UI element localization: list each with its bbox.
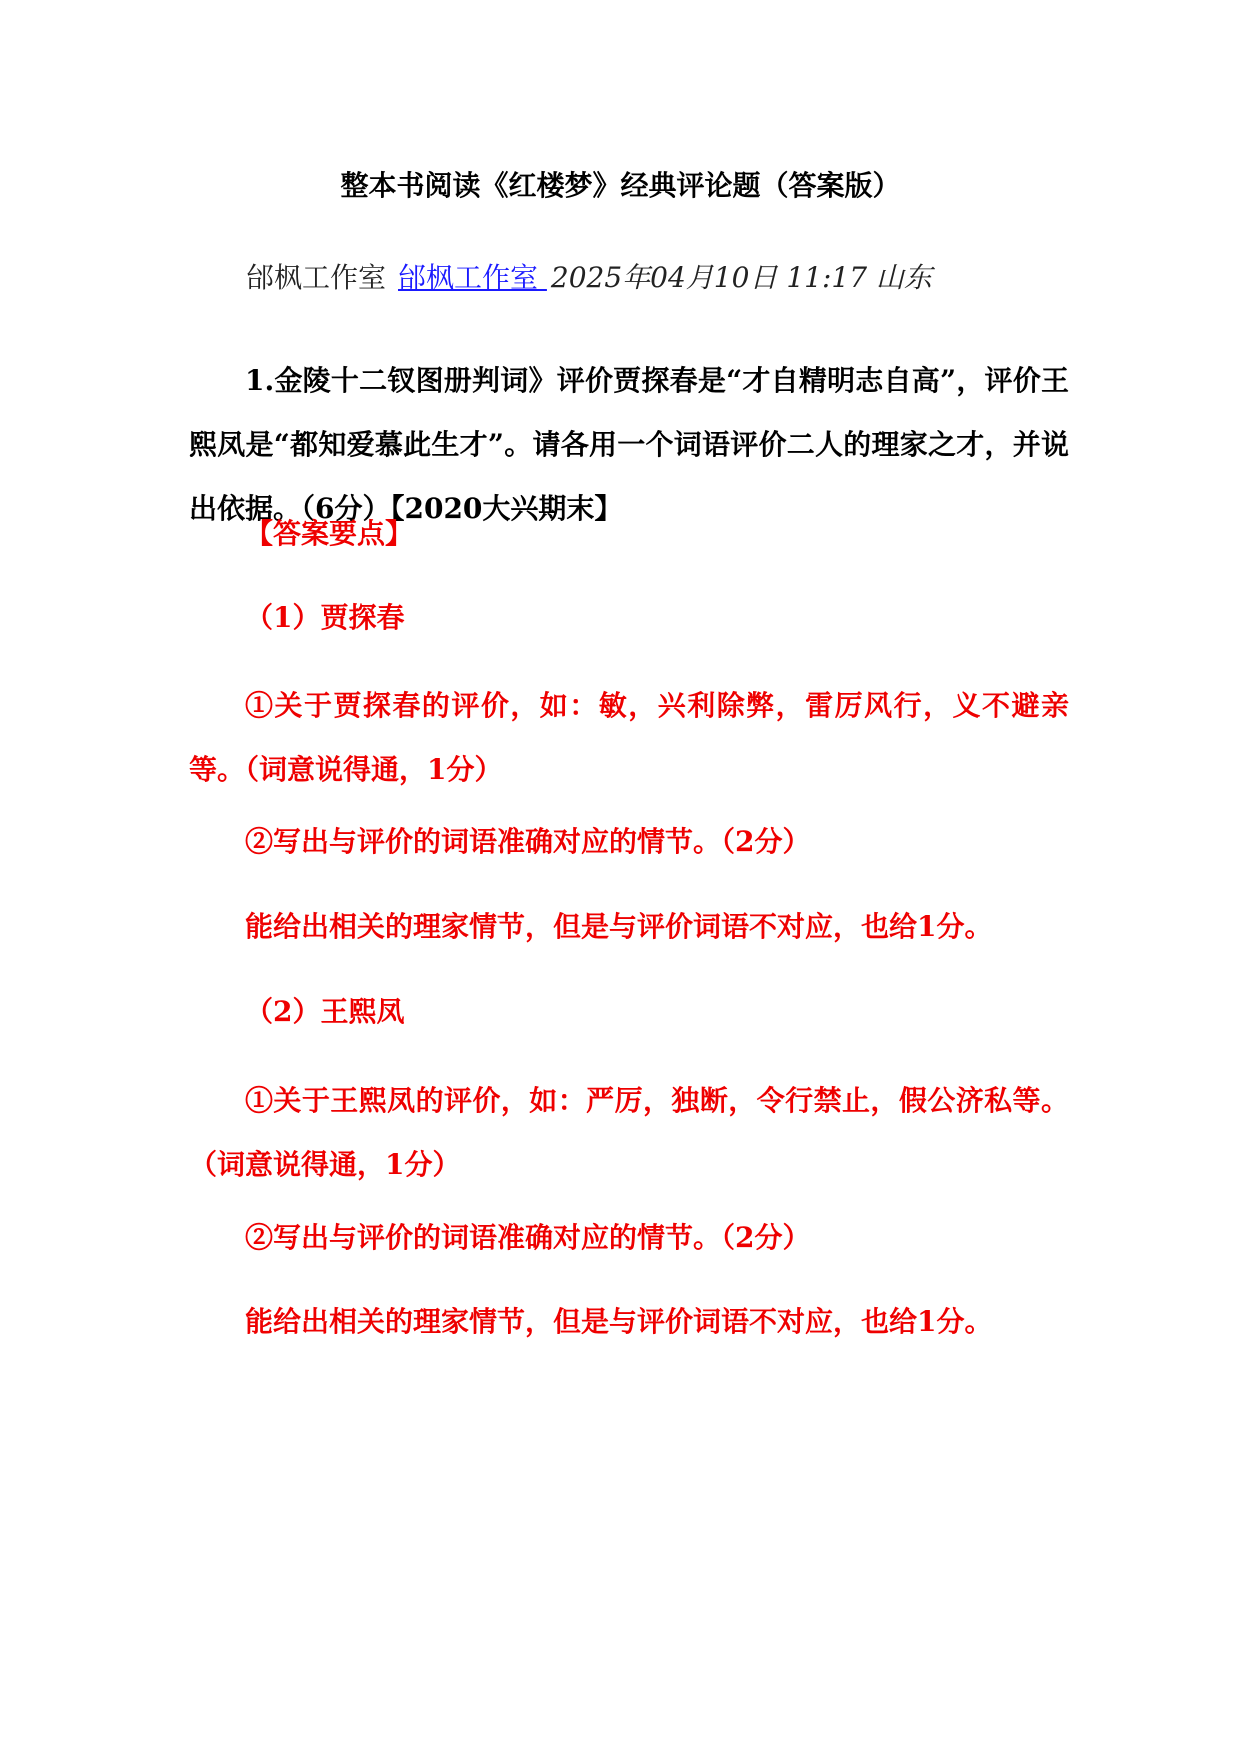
question-text: 1.金陵十二钗图册判词》评价贾探春是“才自精明志自高”，评价王熙凤是“都知爱慕此生才”。请各用一个词语评价二人的理家之才，并说出依据。（6分）【2020大兴期末】 [189,364,1069,525]
publish-meta: 2025年04月10日 11:17 山东 [550,261,932,294]
author-name: 邰枫工作室 [246,261,387,294]
part1-note: 能给出相关的理家情节，但是与评价词语不对应，也给1分。 [245,910,993,943]
part2-label: （2）王熙凤 [245,995,405,1028]
part2-note: 能给出相关的理家情节，但是与评价词语不对应，也给1分。 [245,1305,993,1338]
answer-heading: 【答案要点】 [245,517,414,550]
part1-label: （1）贾探春 [245,601,405,634]
part2-point1: ①关于王熙凤的评价，如：严厉，独断，令行禁止，假公济私等。（词意说得通，1分） [189,1084,1069,1181]
account-link[interactable]: 邰枫工作室 [398,261,547,294]
part2-point2: ②写出与评价的词语准确对应的情节。（2分） [245,1221,811,1254]
part1-point2: ②写出与评价的词语准确对应的情节。（2分） [245,825,811,858]
article-byline [246,258,932,298]
part1-point1: ①关于贾探春的评价，如：敏，兴利除弊，雷厉风行，义不避亲等。（词意说得通，1分） [189,689,1069,786]
article-title: 整本书阅读《红楼梦》经典评论题（答案版） [340,169,901,202]
